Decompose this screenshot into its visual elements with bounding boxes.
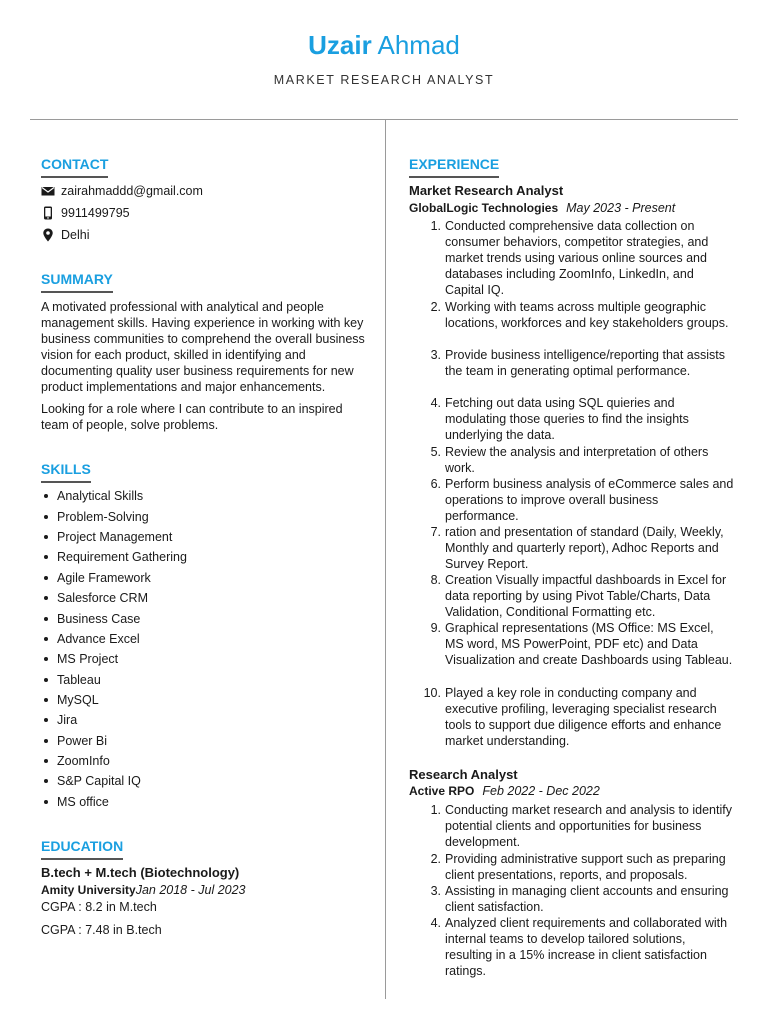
experience-heading <box>409 155 499 178</box>
job-company-row <box>409 200 675 216</box>
phone-icon <box>41 206 55 220</box>
school-row <box>41 882 246 898</box>
location-text: Delhi <box>61 228 90 242</box>
job-bullet-text: ration and presentation of standard (Daily, Weekly, Monthly and quarterly report), Adhoc Reports and Survey Report. <box>445 525 724 571</box>
school: Amity University <box>41 883 136 897</box>
skill-item: Advance Excel <box>41 631 140 647</box>
job-bullet-text: Creation Visually impactful dashboards in Excel for data reporting by using Pivot Table/Charts, Data Validation, Conditional Formatting etc. <box>445 573 727 619</box>
job-bullet: 7. ration and presentation of standard (Daily, Weekly, Monthly and quarterly report), Adhoc Reports and Survey Report. <box>409 524 739 572</box>
skill-item: Requirement Gathering <box>41 549 187 565</box>
cgpa-btech: CGPA : 7.48 in B.tech <box>41 923 162 937</box>
candidate-name <box>0 28 768 62</box>
last-name: Ahmad <box>377 30 460 60</box>
job-dates: Feb 2022 - Dec 2022 <box>482 784 600 798</box>
job-bullet: 8. Creation Visually impactful dashboards in Excel for data reporting by using Pivot Table/Charts, Data Validation, Conditional Formatting etc. <box>409 572 739 620</box>
degree: B.tech + M.tech (Biotechnology) <box>41 865 240 880</box>
skills-heading <box>41 460 91 483</box>
job-company: Active RPO <box>409 784 475 798</box>
education-heading-text: EDUCATION <box>41 838 124 854</box>
job-bullet: 9. Graphical representations (MS Office: MS Excel, MS word, MS PowerPoint, PDF etc) and Data Visualization and create Dashboards using Tableau. <box>409 620 739 668</box>
job-company: GlobalLogic Technologies <box>409 201 559 215</box>
job-bullet-text: Providing administrative support such as preparing client presentations, reports, and proposals. <box>445 852 726 882</box>
job-role: MARKET RESEARCH ANALYST <box>273 73 495 87</box>
skill-item: Project Management <box>41 529 172 545</box>
skills-heading-underline <box>41 481 91 483</box>
summary-heading-text: SUMMARY <box>41 271 113 287</box>
job-bullet: 4. Fetching out data using SQL quieries and modulating those queries to find the insights underlying the data. <box>409 395 739 443</box>
header-divider <box>30 119 738 120</box>
job-bullet-text: Assisting in managing client accounts and ensuring client satisfaction. <box>445 884 729 914</box>
location-pin-icon <box>41 228 55 242</box>
job-bullet: 4. Analyzed client requirements and collaborated with internal teams to develop tailored solutions, resulting in a 15% increase in client satisfaction ratings. <box>409 915 739 979</box>
job-bullet: 1. Conducting market research and analysis to identify potential clients and opportunities for business development. <box>409 802 739 850</box>
skill-item: Analytical Skills <box>41 488 143 504</box>
job-bullet-text: Review the analysis and interpretation of others work. <box>445 445 709 475</box>
job-bullet: 5. Review the analysis and interpretation of others work. <box>409 444 739 476</box>
job-bullet: 10. Played a key role in conducting company and executive profiling, leveraging specialist research tools to support due diligence efforts and enhance market understanding. <box>409 685 739 749</box>
job-bullet: 6. Perform business analysis of eCommerce sales and operations to improve overall business performance. <box>430 477 734 523</box>
column-divider <box>385 119 386 999</box>
skills-heading-text: SKILLS <box>41 461 91 477</box>
job-bullet-text: Perform business analysis of eCommerce sales and operations to improve overall business performance. <box>445 477 734 523</box>
skill-item: Business Case <box>41 611 140 627</box>
job-bullet-text: Working with teams across multiple geographic locations, workforces and key stakeholders groups. <box>445 300 729 330</box>
job-bullet-text: Graphical representations (MS Office: MS Excel, MS word, MS PowerPoint, PDF etc) and Data Visualization and create Dashboards using Tableau. <box>445 621 733 667</box>
job-company-row <box>409 783 600 799</box>
summary-heading <box>41 270 113 293</box>
job-bullet-text: Fetching out data using SQL quieries and modulating those queries to find the insights underlying the data. <box>445 396 689 442</box>
skill-item: ZoomInfo <box>41 753 110 769</box>
job-bullet: 3. Assisting in managing client accounts and ensuring client satisfaction. <box>409 883 739 915</box>
job-bullet-text: Provide business intelligence/reporting that assists the team in generating optimal performance. <box>445 348 726 378</box>
job-bullet-text: Played a key role in conducting company and executive profiling, leveraging specialist research tools to support due diligence efforts and enhance market understanding. <box>445 686 722 748</box>
experience-heading-text: EXPERIENCE <box>409 156 500 172</box>
email-text[interactable]: zairahmaddd@gmail.com <box>61 184 203 198</box>
cgpa-mtech: CGPA : 8.2 in M.tech <box>41 900 157 914</box>
job-bullet-text: Analyzed client requirements and collaborated with internal teams to develop tailored solutions, resulting in a 15% increase in client satisfaction ratings. <box>445 916 728 978</box>
job-bullet-text: Conducting market research and analysis to identify potential clients and opportunities for business development. <box>445 803 732 849</box>
skill-item: Salesforce CRM <box>41 590 148 606</box>
contact-heading-underline <box>41 176 108 178</box>
job-title: Market Research Analyst <box>409 183 564 198</box>
summary-heading-underline <box>41 291 113 293</box>
job-bullet: 2. Working with teams across multiple geographic locations, workforces and key stakeholders groups. <box>409 299 739 331</box>
job-bullet-text: Conducted comprehensive data collection on consumer behaviors, competitor strategies, and market trends using various online sources and databases including ZoomInfo, LinkedIn, and Capital IQ. <box>445 219 709 297</box>
education-dates: Jan 2018 - Jul 2023 <box>135 883 246 897</box>
skill-item: MS Project <box>41 651 118 667</box>
first-name: Uzair <box>308 30 372 60</box>
job-title: Research Analyst <box>409 767 518 782</box>
experience-heading-underline <box>409 176 499 178</box>
skill-item: Agile Framework <box>41 570 151 586</box>
education-heading-underline <box>41 858 123 860</box>
skill-item: Power Bi <box>41 733 107 749</box>
education-heading <box>41 837 123 860</box>
skill-item: Problem-Solving <box>41 509 149 525</box>
skill-item: Tableau <box>41 672 101 688</box>
phone-text: 9911499795 <box>61 206 130 220</box>
summary-paragraph-2: Looking for a role where I can contribute to an inspired team of people, solve problems. <box>41 402 343 432</box>
contact-heading <box>41 155 108 178</box>
job-bullet: 3. Provide business intelligence/reporting that assists the team in generating optimal performance. <box>409 347 739 379</box>
job-bullet: 2. Providing administrative support such as preparing client presentations, reports, and proposals. <box>409 851 739 883</box>
job-bullet: 1. Conducted comprehensive data collection on consumer behaviors, competitor strategies, and market trends using various online sources and databases including ZoomInfo, LinkedIn, and Capital IQ. <box>409 218 739 298</box>
skill-item: MS office <box>41 794 109 810</box>
summary-paragraph-1: A motivated professional with analytical and people management skills. Having experience in working with key business communities to comprehend the overall business vision for each product, skilled in identifying and documenting quality user business requirements for new product implementations and major enhancements. <box>41 300 365 394</box>
skill-item: MySQL <box>41 692 99 708</box>
mail-icon <box>41 184 55 198</box>
skill-item: S&P Capital IQ <box>41 773 141 789</box>
skill-item: Jira <box>41 712 77 728</box>
job-dates: May 2023 - Present <box>566 201 676 215</box>
contact-heading-text: CONTACT <box>41 156 109 172</box>
